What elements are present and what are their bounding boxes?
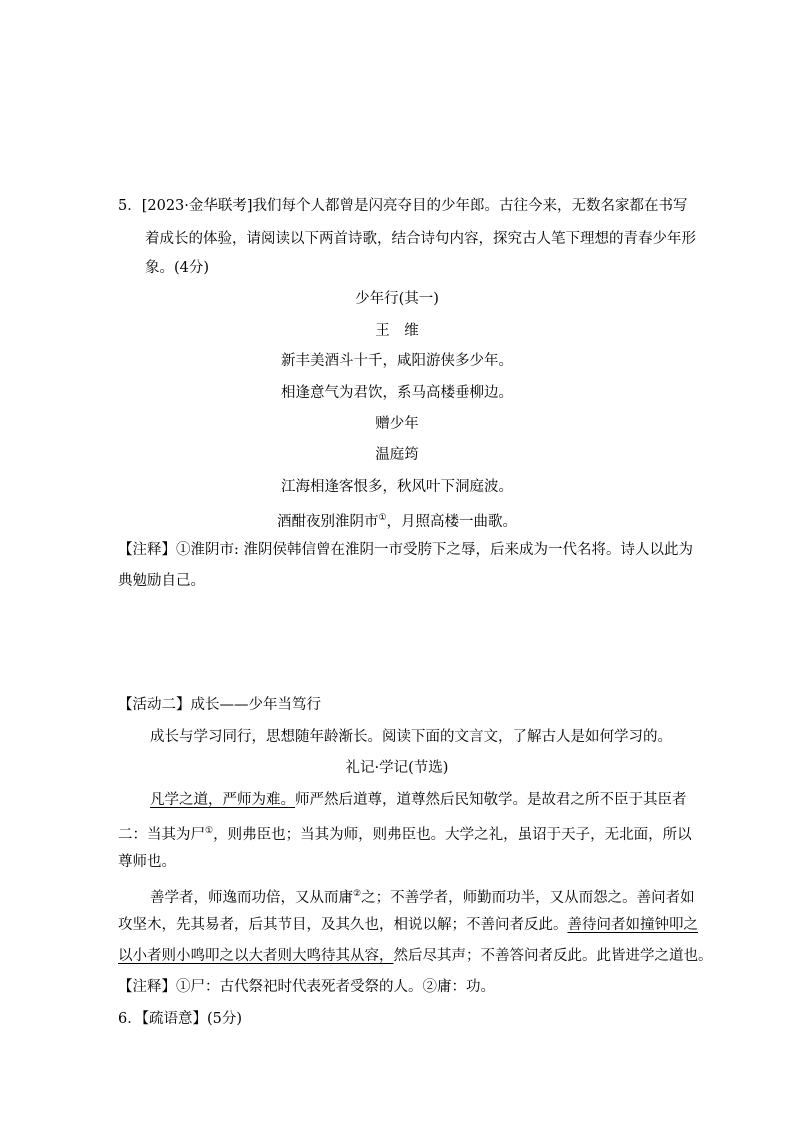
passage-title: 礼记·学记(节选)	[345, 760, 449, 776]
para-1-line-2-part-1: 二：当其为尸	[118, 827, 205, 843]
footnote-marker: ①	[378, 513, 387, 523]
note-1-line-2: 典勉励自己。	[118, 573, 205, 589]
activity-2-intro: 成长与学习同行，思想随年龄渐长。阅读下面的文言文，了解古人是如何学习的。	[150, 729, 672, 745]
footnote-marker: ②	[353, 889, 362, 899]
question-5-line-2: 着成长的体验，请阅读以下两首诗歌，结合诗句内容，探究古人笔下理想的青春少年形	[145, 231, 696, 247]
para-1-line-1-rest: 师严然后道尊，道尊然后民知敬学。是故君之所不臣于其臣者	[295, 792, 687, 808]
poem-1-line-2: 相逢意气为君饮，系马高楼垂柳边。	[281, 385, 513, 401]
question-5-line-3: 象。(4分)	[145, 260, 210, 276]
para-2-line-1	[150, 884, 695, 908]
para-1-line-3: 尊师也。	[118, 854, 176, 870]
para-1-line-2	[118, 821, 692, 845]
para-2-line-3-part-2: 然后尽其声；不善答问者反此。此皆进学之道也。	[393, 948, 713, 964]
poem-2-line-2	[0, 508, 794, 532]
poem-2-line-2-part-2: ，月照高楼一曲歌。	[386, 514, 518, 530]
poem-2-line-2-part-1: 酒酣夜别淮阴市	[276, 514, 379, 530]
poem-2-line-1: 江海相逢客恨多，秋风叶下洞庭波。	[281, 479, 513, 495]
para-2-line-1-part-2: 之；不善学者，师勤而功半，又从而怨之。善问者如	[361, 890, 695, 906]
note-2: 【注释】①尸：古代祭祀时代表死者受祭的人。②庸：功。	[118, 979, 495, 995]
poem-2-title: 赠少年	[375, 416, 419, 432]
footnote-marker: ①	[205, 826, 214, 836]
para-2-line-1-part-1: 善学者，师逸而功倍，又从而庸	[150, 890, 353, 906]
note-1-line-1: 【注释】①淮阴市: 淮阴侯韩信曾在淮阴一市受胯下之辱，后来成为一代名将。诗人以此为	[118, 542, 693, 558]
question-6: 6．【疏语意】(5分)	[118, 1011, 243, 1027]
para-1-line-2-part-2: ，则弗臣也；当其为师，则弗臣也。大学之礼，虽诏于天子，无北面，所以	[213, 827, 692, 843]
para-2-line-3	[118, 946, 713, 966]
para-1-line-1	[150, 790, 687, 810]
para-2-line-2	[118, 915, 698, 935]
underlined-sentence: 凡学之道，严师为难。	[150, 792, 295, 808]
poem-1-line-1: 新丰美酒斗十千，咸阳游侠多少年。	[281, 353, 513, 369]
question-5-line-1: 5．[2023·金华联考]我们每个人都曾是闪亮夺目的少年郎。古往今来，无数名家都在书写	[118, 198, 688, 214]
poem-1-title: 少年行(其一)	[355, 291, 439, 307]
underlined-sentence: 善待问者如撞钟叩之	[567, 917, 698, 933]
activity-2-heading: 【活动二】成长——少年当笃行	[118, 697, 321, 713]
para-2-line-2-part-1: 攻坚木，先其易者，后其节目，及其久也，相说以解；不善问者反此。	[118, 917, 568, 933]
poem-1-author: 王 维	[375, 323, 419, 339]
underlined-sentence: 以小者则小鸣叩之以大者则大鸣待其从容，	[118, 948, 394, 964]
poem-2-author: 温庭筠	[375, 447, 419, 463]
